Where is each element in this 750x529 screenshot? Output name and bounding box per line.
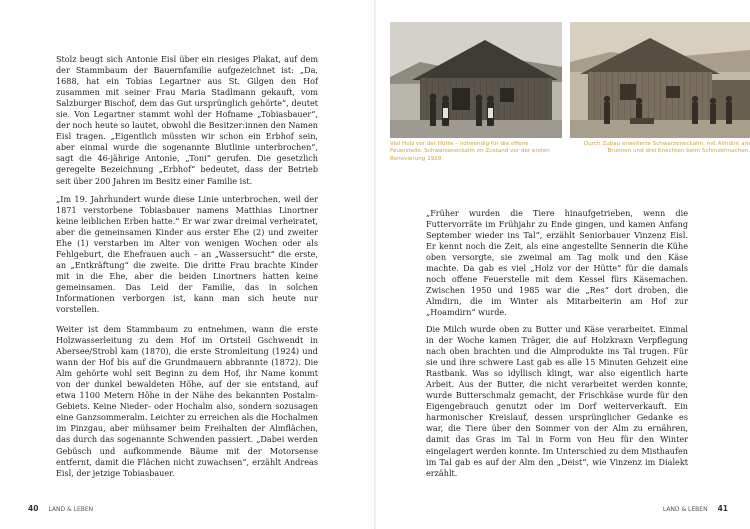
- right-paragraph-2: Die Milch wurde oben zu Butter und Käse verarbeitet. Einmal in der Woche kamen Träger, die auf Holzkraxn Verpflegung nach oben brachten und die Almprodukte ins Tal trugen. Für sie und ihre schwere Last gab es alle 15 Minuten Gehzeit eine Rastbank. Was so idyllisch klingt, war also eigentlich harte Arbeit. Aus der Butter, die nicht verarbeitet werden konnte, wurde Butterschmalz gemacht, der Frischkäse wurde für den Eigengebrauch genutzt oder im Dorf weiterverkauft. Ein harmonischer Kreislauf, dessen ursprünglicher Gedanke es war, die Tiere über den Sommer von der Alm zu ernähren, damit das Gras im Tal in Form von Heu für den Winter eingelagert werden konnte. Im Unterschied zu dem Misthaufen im Tal gab es auf der Alm den „Deist“, wie Vinzenz im Dialekt erzählt.: [426, 324, 688, 478]
- left-paragraph-1: Stolz beugt sich Antonie Eisl über ein riesiges Plakat, auf dem der Stammbaum der Bauernfamilie aufgezeichnet ist: „Da, 1688, hat ein Tobias Legartner aus St. Gilgen den Hof zusammen mit seiner Frau Maria Stadlmann gekauft, vom Salzburger Bischof, dem das Gut ursprünglich gehörte“, deutet sie. Von Legartner stammt wohl der Hofname „Tobiasbauer“, der noch heute so lautet, obwohl die Besitzer:innen den Namen Eisl tragen. „Eigentlich müssten wir schon ein Erbhof sein, aber einmal wurde die sogenannte Blutlinie unterbrochen“, sagt die 46-jährige Antonie, „Toni“ gerufen. Die gesetzlich geregelte Bezeichnung „Erbhof“ bedeutet, dass der Betrieb seit über 200 Jahren im Besitz einer Familie ist.: [56, 54, 318, 186]
- right-paragraph-1: „Früher wurden die Tiere hinaufgetrieben, wenn die Futtervorräte im Frühjahr zu Ende gingen, und kamen Anfang September wieder ins Tal“, erzählt Seniorbauer Vinzenz Eisl. Er kennt noch die Zeit, als eine angestellte Sennerin die Kühe oben versorgte, sie zweimal am Tag molk und den Käse machte. Da gab es viel „Holz vor der Hütte“ für die damals noch offene Feuerstelle mit dem Kessel fürs Käsemachen. Zwischen 1950 und 1985 war die „Res“ dort droben, die Almdirn, die im Winter als Mitarbeiterin am Hof zur „Hoamdirn“ wurde.: [426, 208, 688, 318]
- page-gutter: [374, 0, 376, 529]
- page-number-right: 41: [717, 504, 728, 513]
- right-footer: [663, 504, 728, 513]
- footer-label-left: LAND & LEBEN: [48, 506, 94, 513]
- left-paragraph-2: „Im 19. Jahrhundert wurde diese Linie unterbrochen, weil der 1871 verstorbene Tobiasbauer namens Matthias Linortner keine leiblichen Erben hatte.“ Er war zwar dreimal verheiratet, aber die gemeinsamen Kinder aus erster Ehe (2) und zweiter Ehe (1) verstarben im Alter von wenigen Wochen oder als Fehlgeburt, die Ehefrauen auch – an „Wassersucht“ die erste, an „Entkräftung“ die zweite. Die dritte Frau brachte Kinder mit in die Ehe, aber die beiden Linortners hatten keine gemeinsamen. Das Leid der Familie, das in solchen Informationen verborgen ist, kann man sich heute nur vorstellen.: [56, 194, 318, 315]
- left-paragraph-3: Weiter ist dem Stammbaum zu entnehmen, wann die erste Holzwasserleitung zu dem Hof im Ortsteil Gschwendt in Abersee/Strobl kam (1870), die erste Stromleitung (1924) und wann der Hof bis auf die Grundmauern abbrannte (1872). Die Alm gehörte wohl seit Beginn zu dem Hof, ihr Name kommt von der dunkel bewaldeten Höhe, auf der sie entstand, auf etwa 1100 Metern Höhe in der Nähe des bekannten Postalm-Gebiets. Keine Nieder- oder Hochalm also, sondern sozusagen eine Ganzsommeralm. Leichter zu erreichen als die Hochalmen im Pinzgau, aber mühsamer beim Freihalten der Almflächen, das durch das sogenannte Schwenden passiert. „Dabei werden Gebüsch und aufkommende Bäume mit der Motorsense entfernt, damit die Flächen nicht zuwachsen“, erzählt Andreas Eisl, der jetzige Tobiasbauer.: [56, 324, 318, 478]
- historic-photo-extended-hut: [570, 22, 750, 138]
- photo-caption-1: Viel Holz vor der Hütte – notwendig für die offene Feuerstelle. Schwarzeneckalm im Zustand vor der ersten Renovierung 1929.: [390, 141, 550, 162]
- photo-caption-2: Durch Zubau erweiterte Schwarzeneckalm, mit Almdirn am Brunnen und drei Knechten beim Schindelmachen.: [583, 141, 750, 155]
- left-footer: [28, 504, 93, 513]
- historic-photo-hut: [390, 22, 562, 138]
- footer-label-right: LAND & LEBEN: [662, 506, 708, 513]
- page-number-left: 40: [28, 504, 39, 513]
